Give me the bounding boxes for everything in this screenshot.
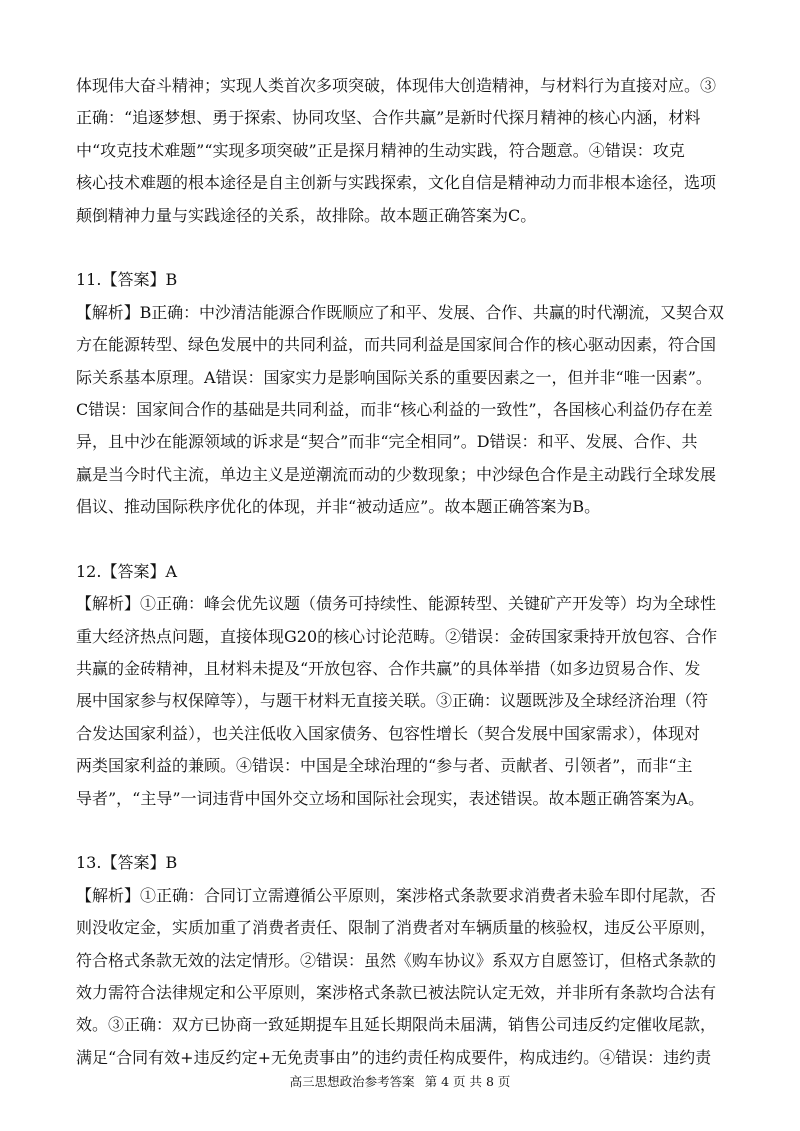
answer-page — [76, 70, 724, 1074]
question-heading: 12.【答案】A — [76, 561, 178, 581]
text-line: 正确：“追逐梦想、勇于探索、协同攻坚、合作共赢”是新时代探月精神的核心内涵，材料 — [76, 108, 701, 128]
footer-page-number: 第 4 页 共 8 页 — [424, 1074, 511, 1089]
text-line: 共赢的金砖精神，且材料未提及“开放包容、合作共赢”的具体举措（如多边贸易合作、发 — [76, 659, 701, 679]
section-gap — [76, 232, 724, 264]
text-line: 【解析】①正确：合同订立需遵循公平原则，案涉格式条款要求消费者未验车即付尾款，否 — [76, 885, 717, 905]
text-line: C错误：国家间合作的基础是共同利益，而非“核心利益的一致性”，各国核心利益仍存在差 — [76, 399, 713, 419]
section-10-tail — [76, 70, 724, 232]
text-line: 际关系基本原理。A错误：国家实力是影响国际关系的重要因素之一，但并非“唯一因素”。 — [76, 367, 712, 387]
text-line: 核心技术难题的根本途径是自主创新与实践探索，文化自信是精神动力而非根本途径，选项 — [76, 173, 717, 193]
question-heading: 13.【答案】B — [76, 853, 178, 873]
text-line: 倡议、推动国际秩序优化的体现，并非“被动适应”。故本题正确答案为B。 — [76, 497, 601, 517]
question-11 — [76, 264, 724, 523]
text-line: 中“攻克技术难题”“实现多项突破”正是探月精神的生动实践，符合题意。④错误：攻克 — [76, 140, 685, 160]
text-line: 符合格式条款无效的法定情形。②错误：虽然《购车协议》系双方自愿签订，但格式条款的 — [76, 950, 717, 970]
text-line: 则没收定金，实质加重了消费者责任、限制了消费者对车辆质量的核验权，违反公平原则， — [76, 918, 717, 938]
text-line: 体现伟大奋斗精神；实现人类首次多项突破，体现伟大创造精神，与材料行为直接对应。③ — [76, 76, 717, 95]
text-line: 效力需符合法律规定和公平原则，案涉格式条款已被法院认定无效，并非所有条款均合法有 — [76, 982, 717, 1002]
text-line: 合发达国家利益），也关注低收入国家债务、包容性增长（契合发展中国家需求），体现对 — [76, 723, 701, 743]
text-line: 【解析】①正确：峰会优先议题（债务可持续性、能源转型、关键矿产开发等）均为全球性 — [76, 594, 717, 614]
text-line: 【解析】B正确：中沙清洁能源合作既顺应了和平、发展、合作、共赢的时代潮流，又契合双 — [76, 302, 724, 322]
text-line: 展中国家参与权保障等），与题干材料无直接关联。③正确：议题既涉及全球经济治理（符 — [76, 691, 709, 711]
text-line: 重大经济热点问题，直接体现G20的核心讨论范畴。②错误：金砖国家秉持开放包容、合作 — [76, 626, 718, 646]
text-line: 两类国家利益的兼顾。④错误：中国是全球治理的“参与者、贡献者、引领者”，而非“主 — [76, 756, 693, 776]
question-13 — [76, 847, 724, 1074]
footer-subject: 高三思想政治参考答案 — [289, 1074, 415, 1089]
text-line: 颠倒精神力量与实践途径的关系，故排除。故本题正确答案为C。 — [76, 205, 537, 225]
text-line: 导者”，“主导”一词违背中国外交立场和国际社会现实，表述错误。故本题正确答案为A。 — [76, 788, 705, 808]
text-line: 异，且中沙在能源领域的诉求是“契合”而非“完全相同”。D错误：和平、发展、合作、共 — [76, 432, 698, 452]
question-heading: 11.【答案】B — [76, 270, 178, 290]
text-line: 赢是当今时代主流，单边主义是逆潮流而动的少数现象；中沙绿色合作是主动践行全球发展 — [76, 464, 717, 484]
text-line: 效。③正确：双方已协商一致延期提车且延长期限尚未届满，销售公司违反约定催收尾款， — [76, 1015, 717, 1035]
section-gap — [76, 523, 724, 555]
section-gap — [76, 815, 724, 847]
text-line: 满足“合同有效+违反约定+无免责事由”的违约责任构成要件，构成违约。④错误：违约责 — [76, 1047, 712, 1067]
text-line: 方在能源转型、绿色发展中的共同利益，而共同利益是国家间合作的核心驱动因素，符合国 — [76, 335, 717, 355]
page-footer — [0, 1072, 800, 1092]
question-12 — [76, 556, 724, 815]
